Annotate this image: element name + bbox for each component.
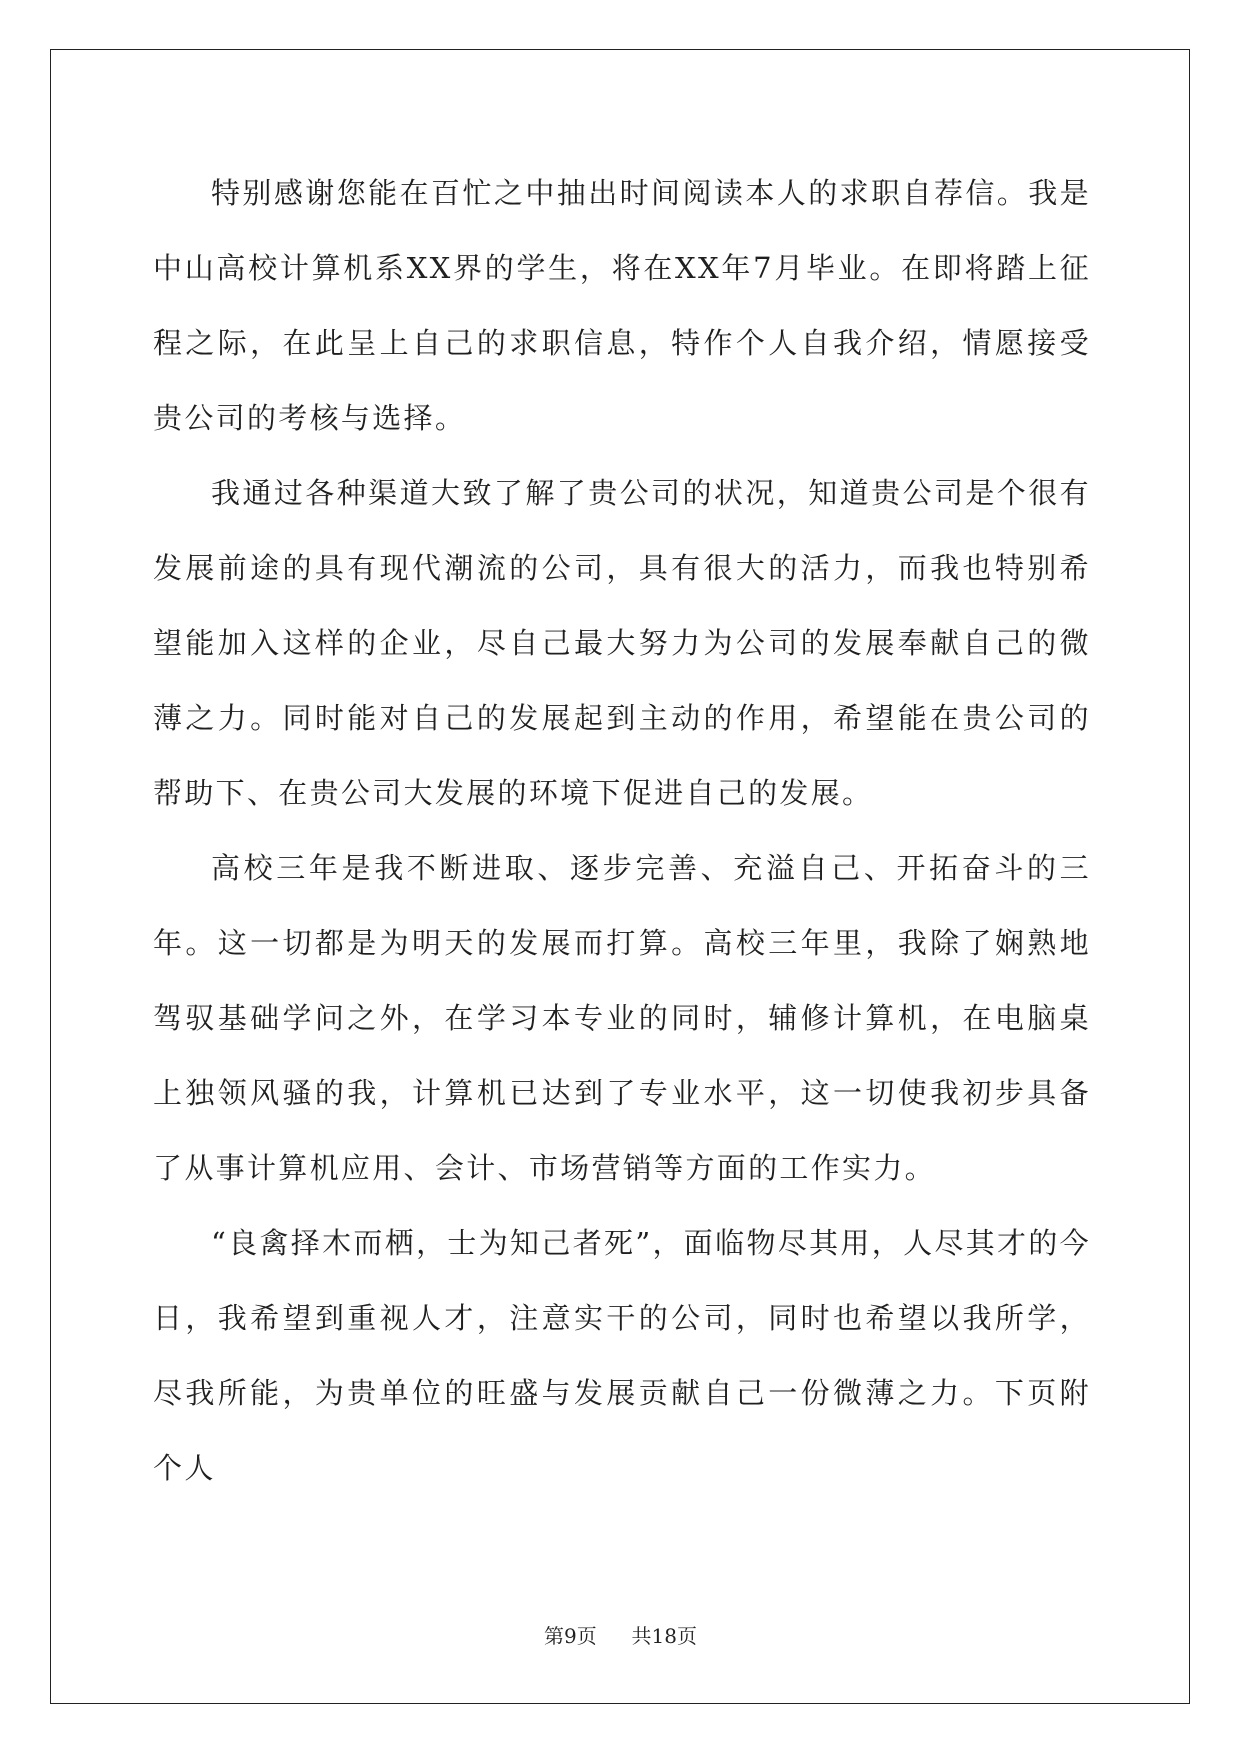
paragraph-intro: 特别感谢您能在百忙之中抽出时间阅读本人的求职自荐信。我是中山高校计算机系XX界的学生，将在XX年7月毕业。在即将踏上征程之际，在此呈上自己的求职信息，特作个人自我介绍，情愿接受贵公司的考核与选择。 (153, 176, 1091, 435)
document-body (153, 156, 1091, 1506)
page-number: 第9页 (544, 1624, 597, 1648)
paragraph-college: 高校三年是我不断进取、逐步完善、充溢自己、开拓奋斗的三年。这一切都是为明天的发展而打算。高校三年里，我除了娴熟地驾驭基础学问之外，在学习本专业的同时，辅修计算机，在电脑桌上独领风骚的我，计算机已达到了专业水平，这一切使我初步具备了从事计算机应用、会计、市场营销等方面的工作实力。 (153, 851, 1091, 1185)
paragraph-closing: “良禽择木而栖，士为知己者死”，面临物尽其用，人尽其才的今日，我希望到重视人才，注意实干的公司，同时也希望以我所学，尽我所能，为贵单位的旺盛与发展贡献自己一份微薄之力。下页附个人 (153, 1226, 1091, 1485)
page-total: 共18页 (631, 1624, 697, 1648)
page-footer (0, 1620, 1241, 1649)
paragraph-company: 我通过各种渠道大致了解了贵公司的状况，知道贵公司是个很有发展前途的具有现代潮流的公司，具有很大的活力，而我也特别希望能加入这样的企业，尽自己最大努力为公司的发展奉献自己的微薄之力。同时能对自己的发展起到主动的作用，希望能在贵公司的帮助下、在贵公司大发展的环境下促进自己的发展。 (153, 476, 1091, 810)
